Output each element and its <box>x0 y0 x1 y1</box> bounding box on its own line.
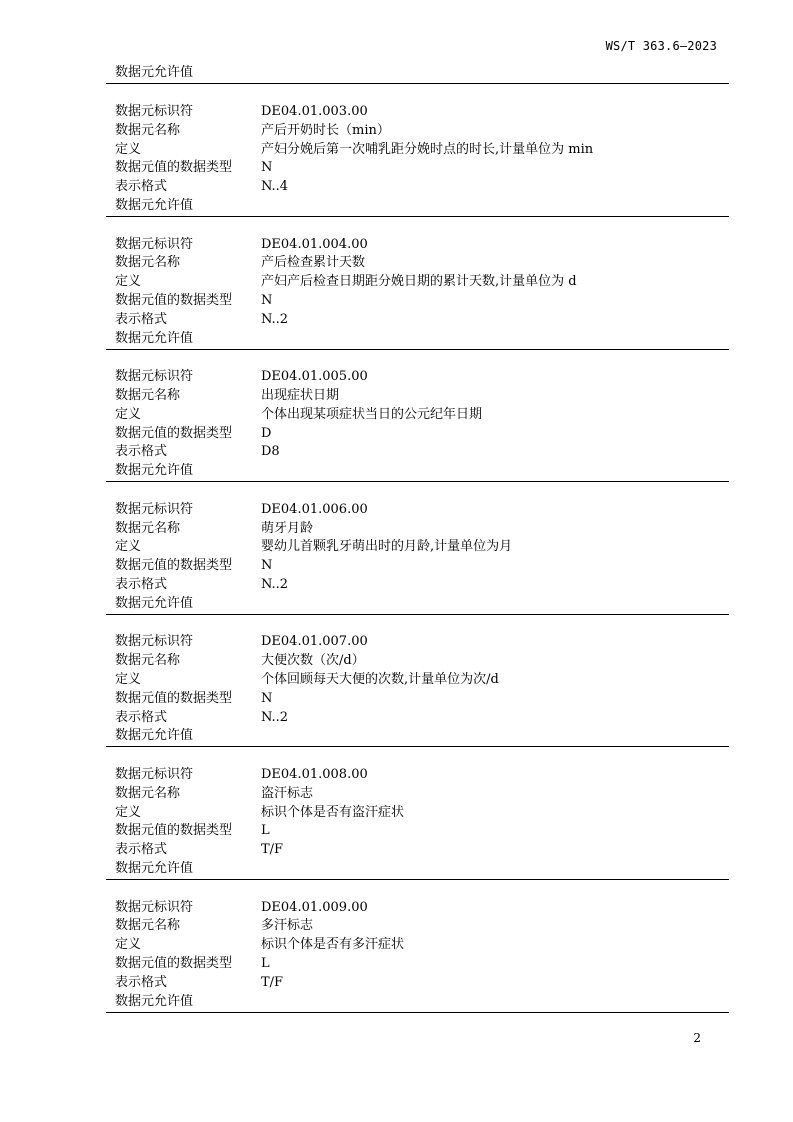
top-rule <box>106 83 729 84</box>
field-row-name <box>115 122 715 141</box>
field-label: 数据元值的数据类型 <box>115 690 233 706</box>
field-row-name <box>115 254 715 273</box>
page-number: 2 <box>693 1031 701 1045</box>
field-label: 数据元标识符 <box>115 369 194 385</box>
field-label: 数据元允许值 <box>115 860 194 876</box>
field-value: DE04.01.005.00 <box>261 369 368 385</box>
field-label: 数据元名称 <box>115 387 181 403</box>
field-value: N..2 <box>261 709 289 725</box>
field-label: 定义 <box>115 937 142 953</box>
field-label: 数据元标识符 <box>115 104 194 119</box>
field-row-format <box>115 576 715 595</box>
field-label: 表示格式 <box>115 974 168 990</box>
entry-separator-rule <box>106 614 729 615</box>
field-row-allowed <box>115 330 715 349</box>
field-label: 数据元值的数据类型 <box>115 955 233 971</box>
field-label: 数据元标识符 <box>115 899 194 915</box>
field-row-allowed <box>115 595 715 614</box>
field-value: 个体回顾每天大便的次数,计量单位为次/d <box>261 671 499 687</box>
field-value: N <box>261 558 273 574</box>
field-value: N..2 <box>261 576 289 592</box>
field-row-definition <box>115 538 715 557</box>
field-label: 数据元允许值 <box>115 595 194 611</box>
field-value: L <box>261 823 270 839</box>
field-value: N..4 <box>261 179 289 195</box>
field-row-definition <box>115 671 715 690</box>
data-element-entry <box>115 766 715 879</box>
field-value: D8 <box>261 444 280 460</box>
field-label: 定义 <box>115 141 142 157</box>
entry-separator-rule <box>106 481 729 482</box>
field-label: 数据元值的数据类型 <box>115 823 233 839</box>
field-row-name <box>115 785 715 804</box>
entry-separator-rule <box>106 1012 729 1013</box>
field-label: 数据元名称 <box>115 255 181 271</box>
field-value: 产后检查累计天数 <box>261 255 366 271</box>
data-element-entry <box>115 501 715 614</box>
field-row-format <box>115 443 715 462</box>
field-row-definition <box>115 936 715 955</box>
field-label: 表示格式 <box>115 179 168 195</box>
field-row-datatype <box>115 425 715 444</box>
field-row-id <box>115 103 715 122</box>
field-label: 表示格式 <box>115 576 168 592</box>
standard-code: WS/T 363.6—2023 <box>605 39 717 53</box>
field-label: 数据元标识符 <box>115 767 194 782</box>
field-row-name <box>115 652 715 671</box>
field-row-allowed <box>115 197 715 216</box>
field-value: DE04.01.008.00 <box>261 767 368 782</box>
field-value: N <box>261 690 273 706</box>
field-row-datatype <box>115 690 715 709</box>
field-value: 多汗标志 <box>261 918 314 934</box>
field-row-definition <box>115 141 715 160</box>
field-label: 数据元允许值 <box>115 197 194 213</box>
field-value: 出现症状日期 <box>261 387 340 403</box>
entry-separator-rule <box>106 746 729 747</box>
field-label: 数据元允许值 <box>115 330 194 346</box>
field-label: 定义 <box>115 539 142 555</box>
field-value: 产妇分娩后第一次哺乳距分娩时点的时长,计量单位为 min <box>261 141 594 157</box>
field-row-datatype <box>115 822 715 841</box>
field-row-id <box>115 766 715 785</box>
entry-separator-rule <box>106 349 729 350</box>
field-label: 数据元允许值 <box>115 993 194 1009</box>
field-row-datatype <box>115 159 715 178</box>
field-label: 数据元名称 <box>115 918 181 934</box>
field-row-definition <box>115 804 715 823</box>
field-row-datatype <box>115 292 715 311</box>
field-value: D <box>261 425 272 441</box>
field-value: 个体出现某项症状当日的公元纪年日期 <box>261 406 483 422</box>
field-row-datatype <box>115 955 715 974</box>
field-label: 定义 <box>115 804 142 820</box>
field-label: 定义 <box>115 406 142 422</box>
field-value: DE04.01.003.00 <box>261 104 368 119</box>
field-row-format <box>115 178 715 197</box>
field-value: N <box>261 292 273 308</box>
top-allowed-label: 数据元允许值 <box>115 65 194 80</box>
field-value: N <box>261 160 273 176</box>
field-row-id <box>115 236 715 255</box>
field-label: 表示格式 <box>115 709 168 725</box>
data-element-entry <box>115 236 715 349</box>
entry-separator-rule <box>106 879 729 880</box>
field-label: 定义 <box>115 671 142 687</box>
field-label: 数据元值的数据类型 <box>115 425 233 441</box>
field-value: 标识个体是否有盗汗症状 <box>261 804 405 820</box>
field-label: 数据元值的数据类型 <box>115 558 233 574</box>
field-label: 数据元允许值 <box>115 728 194 744</box>
field-value: T/F <box>261 974 284 990</box>
field-row-allowed <box>115 727 715 746</box>
field-label: 数据元值的数据类型 <box>115 292 233 308</box>
field-row-id <box>115 501 715 520</box>
field-value: 盗汗标志 <box>261 785 314 801</box>
field-label: 数据元标识符 <box>115 501 194 517</box>
field-label: 数据元名称 <box>115 122 181 138</box>
field-label: 表示格式 <box>115 842 168 858</box>
field-row-allowed <box>115 860 715 879</box>
field-label: 数据元值的数据类型 <box>115 160 233 176</box>
field-label: 数据元名称 <box>115 785 181 801</box>
field-value: 产后开奶时长（min） <box>261 122 390 138</box>
field-value: DE04.01.007.00 <box>261 634 368 650</box>
field-row-datatype <box>115 557 715 576</box>
data-element-entry <box>115 103 715 216</box>
field-value: 萌牙月龄 <box>261 520 314 536</box>
field-row-format <box>115 709 715 728</box>
field-value: DE04.01.006.00 <box>261 501 368 517</box>
field-value: T/F <box>261 842 284 858</box>
entry-separator-rule <box>106 216 729 217</box>
field-label: 表示格式 <box>115 311 168 327</box>
field-row-allowed <box>115 462 715 481</box>
field-value: L <box>261 955 270 971</box>
field-row-allowed <box>115 993 715 1012</box>
field-label: 数据元名称 <box>115 653 181 669</box>
field-value: 产妇产后检查日期距分娩日期的累计天数,计量单位为 d <box>261 274 577 290</box>
field-label: 数据元标识符 <box>115 236 194 252</box>
field-value: 大便次数（次/d） <box>261 653 365 669</box>
data-element-entry <box>115 368 715 481</box>
field-row-format <box>115 311 715 330</box>
field-label: 数据元名称 <box>115 520 181 536</box>
field-label: 定义 <box>115 274 142 290</box>
field-label: 表示格式 <box>115 444 168 460</box>
field-row-name <box>115 387 715 406</box>
field-row-definition <box>115 273 715 292</box>
field-value: DE04.01.004.00 <box>261 236 368 252</box>
field-row-name <box>115 520 715 539</box>
field-row-format <box>115 974 715 993</box>
data-element-entry <box>115 899 715 1012</box>
field-value: N..2 <box>261 311 289 327</box>
field-row-id <box>115 633 715 652</box>
data-element-entry <box>115 633 715 746</box>
field-row-id <box>115 899 715 918</box>
field-row-name <box>115 917 715 936</box>
field-label: 数据元允许值 <box>115 463 194 479</box>
field-value: DE04.01.009.00 <box>261 899 368 915</box>
field-value: 标识个体是否有多汗症状 <box>261 937 405 953</box>
field-value: 婴幼儿首颗乳牙萌出时的月龄,计量单位为月 <box>261 539 513 555</box>
field-row-format <box>115 841 715 860</box>
field-row-definition <box>115 406 715 425</box>
field-row-id <box>115 368 715 387</box>
field-label: 数据元标识符 <box>115 634 194 650</box>
